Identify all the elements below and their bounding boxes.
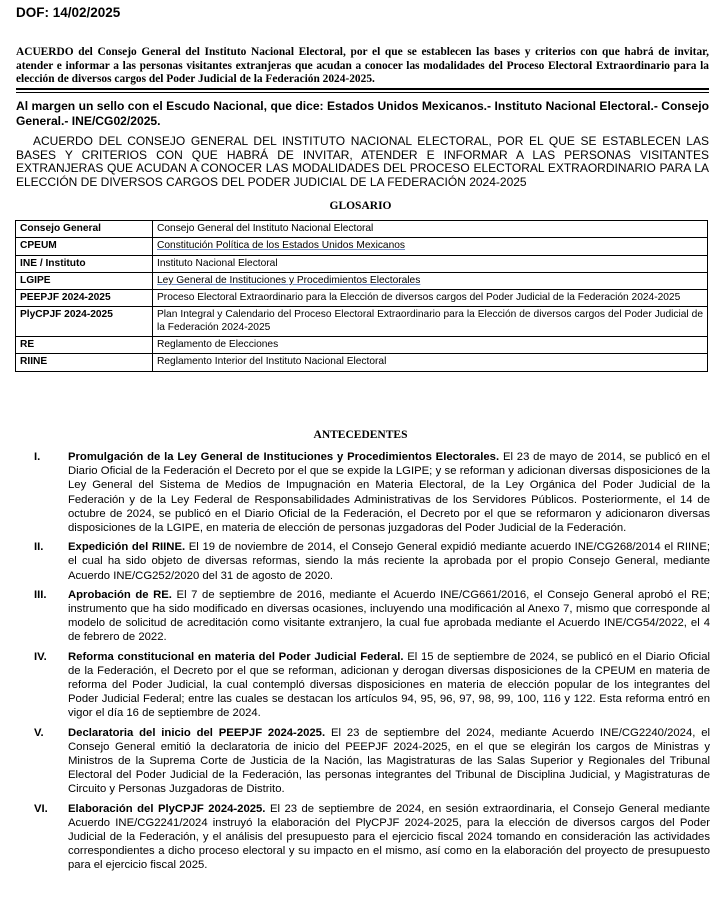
item-number: IV. — [34, 650, 47, 663]
table-row — [16, 238, 708, 255]
divider-thin — [16, 92, 709, 93]
agreement-heading: ACUERDO DEL CONSEJO GENERAL DEL INSTITUTO NACIONAL ELECTORAL, POR EL QUE SE ESTABLECEN LAS BASES Y CRITERIOS CON QUE HABRÁ DE INVITAR, ATENDER E INFORMAR A LAS PERSONAS VISITANTES EXTRANJERAS QUE ACUDAN A CONOCER LAS MODALIDADES DEL PROCESO ELECTORAL EXTRAORDINARIO PARA LA ELECCIÓN DE DIVERSOS CARGOS DEL PODER JUDICIAL DE LA FEDERACIÓN 2024-2025 — [16, 134, 709, 189]
item-heading: Promulgación de la Ley General de Instituciones y Procedimientos Electorales. — [68, 451, 500, 463]
table-row — [16, 255, 708, 272]
antecedentes-title: ANTECEDENTES — [313, 429, 408, 441]
item-body: El 15 de septiembre de 2024, se publicó en el Diario Oficial de la Federación, el Decreto por el que se reforman, adicionan y derogan diversas disposiciones de la CPEUM en materia de reforma del Poder Judicial, la cual contempló diversas disposiciones en materia de elección popular de los integrantes del Poder Judicial Federal; entre las cuales se destacan los artículos 94, 95, 96, 97, 98, 99, 100, 116 y 122. Esta reforma entró en vigor el día 16 de septiembre de 2024. — [68, 650, 710, 720]
glosario-abbr: RIINE — [16, 354, 153, 371]
item-body: El 19 de noviembre de 2014, el Consejo General expidió mediante acuerdo INE/CG268/2014 el RIINE; el cual ha sido objeto de diversas reformas, siendo la más reciente la aprobada por el propio Consejo General, mediante Acuerdo INE/CG252/2020 del 31 de agosto de 2020. — [68, 541, 710, 582]
list-item — [16, 540, 710, 583]
item-number: II. — [34, 541, 44, 554]
item-number: I. — [34, 451, 41, 463]
divider-thick — [16, 88, 709, 90]
glosario-def: Plan Integral y Calendario del Proceso Electoral Extraordinario para la Elección de diversos cargos del Poder Judicial de la Federación 2024-2025 — [153, 307, 708, 337]
item-number: V. — [34, 726, 44, 739]
margin-note: Al margen un sello con el Escudo Nacional, que dice: Estados Unidos Mexicanos.- Instituto Nacional Electoral.- Consejo General.- INE/CG02/2025. — [16, 99, 709, 128]
document-title: ACUERDO del Consejo General del Instituto Nacional Electoral, por el que se establecen las bases y criterios con que habrá de invitar, atender e informar a las personas visitantes extranjeras que acudan a conocer las modalidades del Proceso Electoral Extraordinario para la elección de diversos cargos del Poder Judicial de la Federación 2024-2025. — [16, 46, 709, 86]
glosario-def: Proceso Electoral Extraordinario para la Elección de diversos cargos del Poder Judicial de la Federación 2024-2025 — [153, 290, 708, 307]
glosario-def: Reglamento Interior del Instituto Nacional Electoral — [153, 354, 708, 371]
lgipe-link[interactable]: Ley General de Instituciones y Procedimientos Electorales — [157, 274, 421, 286]
glosario-def-link — [153, 238, 708, 255]
cpeum-link[interactable]: Constitución Política de los Estados Unidos Mexicanos — [157, 240, 406, 252]
glosario-abbr: PEEPJF 2024-2025 — [16, 290, 153, 307]
list-item — [16, 802, 710, 873]
table-row — [16, 354, 708, 371]
item-body: El 23 de septiembre del 2024, mediante Acuerdo INE/CG2240/2024, el Consejo General emitió la declaratoria de inicio del PEEPJF 2024-2025, en el que se elegirán los cargos de Ministras y Ministros de la Suprema Corte de Justicia de la Nación, las Magistraturas de las Salas Superior y Regionales del Tribunal Electoral del Poder Judicial de la Federación, las personas integrantes del Tribunal de Disciplina Judicial, y Magistraturas de Circuito y Personas Juzgadoras de Distrito. — [68, 726, 710, 796]
item-body: El 23 de septiembre de 2024, en sesión extraordinaria, el Consejo General mediante Acuerdo INE/CG2241/2024 instruyó la elaboración del PlyCPJF 2024-2025, para la elección de diversos cargos del Poder Judicial de la Federación, y el análisis del presupuesto para el ejercicio fiscal 2024 tomando en consideración las actividades correspondientes a dicho proceso electoral y su impacto en el mismo, así como en la elaboración del proyecto de presupuesto para el ejercicio fiscal 2025. — [68, 802, 710, 872]
list-item — [16, 588, 710, 645]
item-heading: Aprobación de RE. — [68, 588, 172, 601]
list-item — [16, 450, 710, 535]
dof-date: DOF: 14/02/2025 — [16, 5, 121, 20]
item-heading: Expedición del RIINE. — [68, 541, 186, 554]
glosario-abbr: LGIPE — [16, 272, 153, 289]
list-item — [16, 726, 710, 797]
item-number: VI. — [34, 802, 48, 815]
glosario-abbr: INE / Instituto — [16, 255, 153, 272]
glosario-def: Instituto Nacional Electoral — [153, 255, 708, 272]
item-heading: Reforma constitucional en materia del Poder Judicial Federal. — [68, 650, 404, 663]
glosario-abbr: CPEUM — [16, 238, 153, 255]
table-row — [16, 272, 708, 289]
glosario-table — [15, 220, 708, 372]
glosario-title: GLOSARIO — [329, 200, 392, 212]
glosario-def: Consejo General del Instituto Nacional Electoral — [153, 221, 708, 238]
antecedentes-list — [16, 450, 710, 878]
glosario-abbr: PlyCPJF 2024-2025 — [16, 307, 153, 337]
item-body: El 7 de septiembre de 2016, mediante el Acuerdo INE/CG661/2016, el Consejo General aprobó el RE; instrumento que ha sido modificado en diversas ocasiones, incluyendo una modificación al Anexo 7, mismo que corresponde al modelo de solicitud de acreditación como visitante extranjero, la cual fue aprobada mediante el Acuerdo INE/CG54/2022, el 4 de febrero de 2022. — [68, 588, 711, 644]
glosario-def-link — [153, 272, 708, 289]
table-row — [16, 290, 708, 307]
item-heading: Declaratoria del inicio del PEEPJF 2024-2025. — [68, 726, 326, 739]
item-number: III. — [34, 588, 47, 601]
glosario-def: Reglamento de Elecciones — [153, 337, 708, 354]
item-heading: Elaboración del PlyCPJF 2024-2025. — [68, 802, 266, 815]
table-row — [16, 337, 708, 354]
item-body: El 23 de mayo de 2014, se publicó en el Diario Oficial de la Federación el Decreto por el que se expide la LGIPE; y se reforman y adicionan diversas disposiciones de la Ley General del Sistema de Medios de Impugnación en Materia Electoral, de la Ley Orgánica del Poder Judicial de la Federación y de la Ley Federal de Responsabilidades Administrativas de los Servidores Públicos. Posteriormente, el 14 de octubre de 2024, se publicó en el Diario Oficial de la Federación, el Decreto por el que se reformaron y adicionaron diversas disposiciones de la LGIPE, en materia de elección de personas juzgadoras del Poder Judicial de la Federación. — [68, 451, 710, 535]
list-item — [16, 650, 710, 721]
glosario-abbr: Consejo General — [16, 221, 153, 238]
table-row — [16, 221, 708, 238]
table-row — [16, 307, 708, 337]
glosario-abbr: RE — [16, 337, 153, 354]
